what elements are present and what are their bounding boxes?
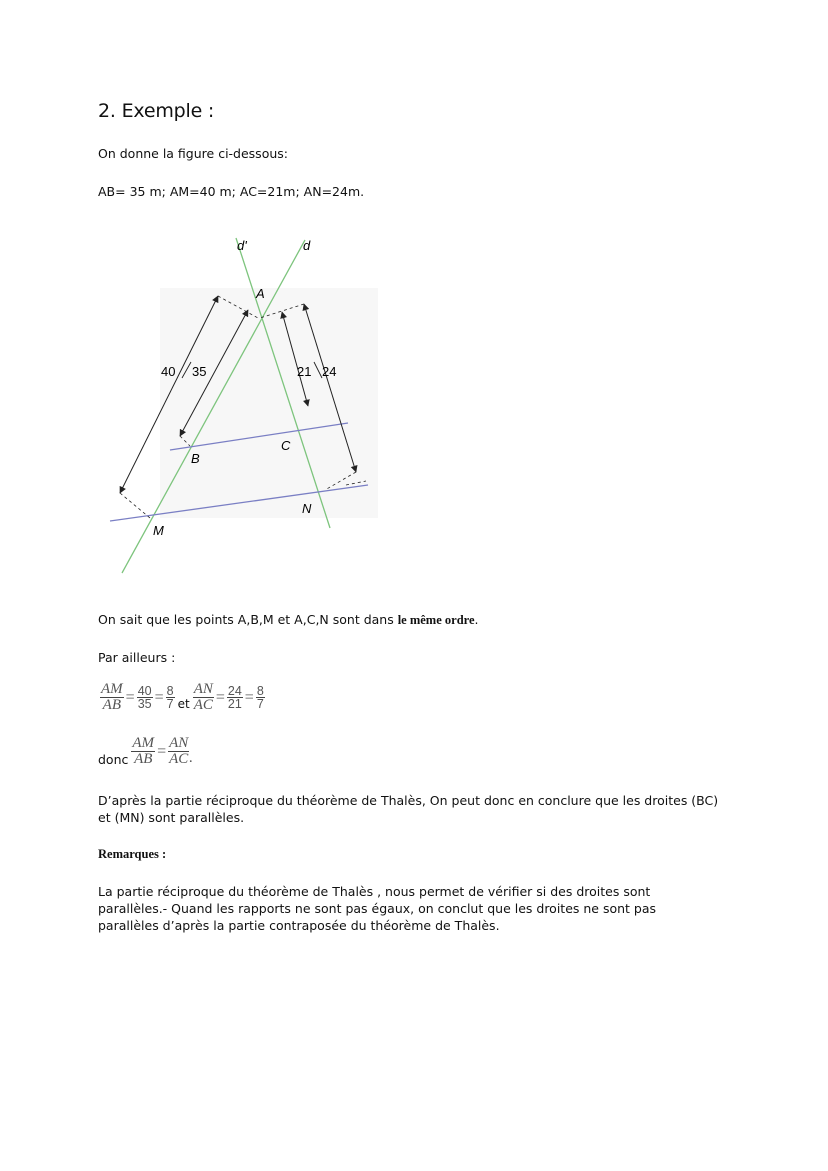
label-len-40: 40 <box>161 364 176 379</box>
frac-an-ac-num: AN <box>193 681 213 697</box>
donc-word: donc <box>98 752 129 767</box>
frac-24-21-num: 24 <box>227 683 242 698</box>
frac-8-7-b-den: 7 <box>256 697 264 711</box>
equals-sign: = <box>154 688 164 706</box>
remarques-title: Remarques : <box>98 847 167 861</box>
frac-donc-right-den: AC <box>169 751 189 767</box>
frac-8-7-a-num: 8 <box>166 683 174 698</box>
label-b: B <box>191 451 200 466</box>
frac-am-ab <box>100 682 124 713</box>
label-len-21: 21 <box>297 364 312 379</box>
intro-text: On donne la figure ci-dessous: <box>98 146 288 161</box>
et-word: et <box>177 696 190 711</box>
label-c: C <box>281 438 291 453</box>
frac-am-ab-den: AB <box>102 697 121 713</box>
order-sentence <box>98 611 479 629</box>
frac-40-35-num: 40 <box>137 683 152 698</box>
label-len-24: 24 <box>322 364 337 379</box>
figure-backdrop <box>160 288 378 518</box>
label-m: M <box>153 523 164 538</box>
ratios-line <box>100 682 265 713</box>
frac-8-7-b <box>256 685 265 711</box>
frac-8-7-a <box>166 685 175 711</box>
donc-line <box>98 735 193 768</box>
frac-an-ac <box>193 682 214 713</box>
order-end: . <box>474 612 479 627</box>
order-bold: le même ordre <box>397 613 475 627</box>
given-values: AB= 35 m; AM=40 m; AC=21m; AN=24m. <box>98 184 365 199</box>
label-d-prime: d' <box>237 238 247 253</box>
equals-sign: = <box>215 688 225 706</box>
equals-sign: = <box>125 688 135 706</box>
label-n: N <box>302 501 312 516</box>
frac-donc-right-num: AN <box>169 735 189 751</box>
frac-8-7-b-num: 8 <box>256 683 264 698</box>
remarques-text: La partie réciproque du théorème de Thalès , nous permet de vérifier si des droites sont parallèles.- Quand les rapports ne sont pas égaux, on conclut que les droites ne sont pas parallèles d’après la partie contraposée du théorème de Thalès. <box>98 884 657 933</box>
label-a: A <box>256 286 265 301</box>
dash-bottom-left <box>120 493 150 518</box>
frac-40-35 <box>137 685 153 711</box>
label-len-35: 35 <box>192 364 207 379</box>
frac-40-35-den: 35 <box>137 697 152 711</box>
section-title: 2. Exemple : <box>98 100 215 122</box>
equals-sign: = <box>244 688 254 706</box>
donc-dot: . <box>189 750 194 766</box>
frac-8-7-a-den: 7 <box>166 697 174 711</box>
conclusion-text: D’après la partie réciproque du théorème de Thalès, On peut donc en conclure que les droites (BC) et (MN) sont parallèles. <box>98 793 719 825</box>
label-d: d <box>303 238 311 253</box>
equals-sign: = <box>157 742 167 760</box>
thales-figure <box>100 228 390 578</box>
frac-an-ac-den: AC <box>193 697 213 713</box>
frac-donc-left-num: AM <box>132 735 155 751</box>
frac-24-21 <box>227 685 243 711</box>
frac-donc-left-den: AB <box>134 751 153 767</box>
frac-donc-left <box>131 736 155 767</box>
frac-am-ab-num: AM <box>101 681 123 697</box>
par-ailleurs: Par ailleurs : <box>98 650 176 665</box>
frac-24-21-den: 21 <box>227 697 242 711</box>
frac-donc-right <box>168 736 189 767</box>
order-text: On sait que les points A,B,M et A,C,N sont dans <box>98 612 398 627</box>
